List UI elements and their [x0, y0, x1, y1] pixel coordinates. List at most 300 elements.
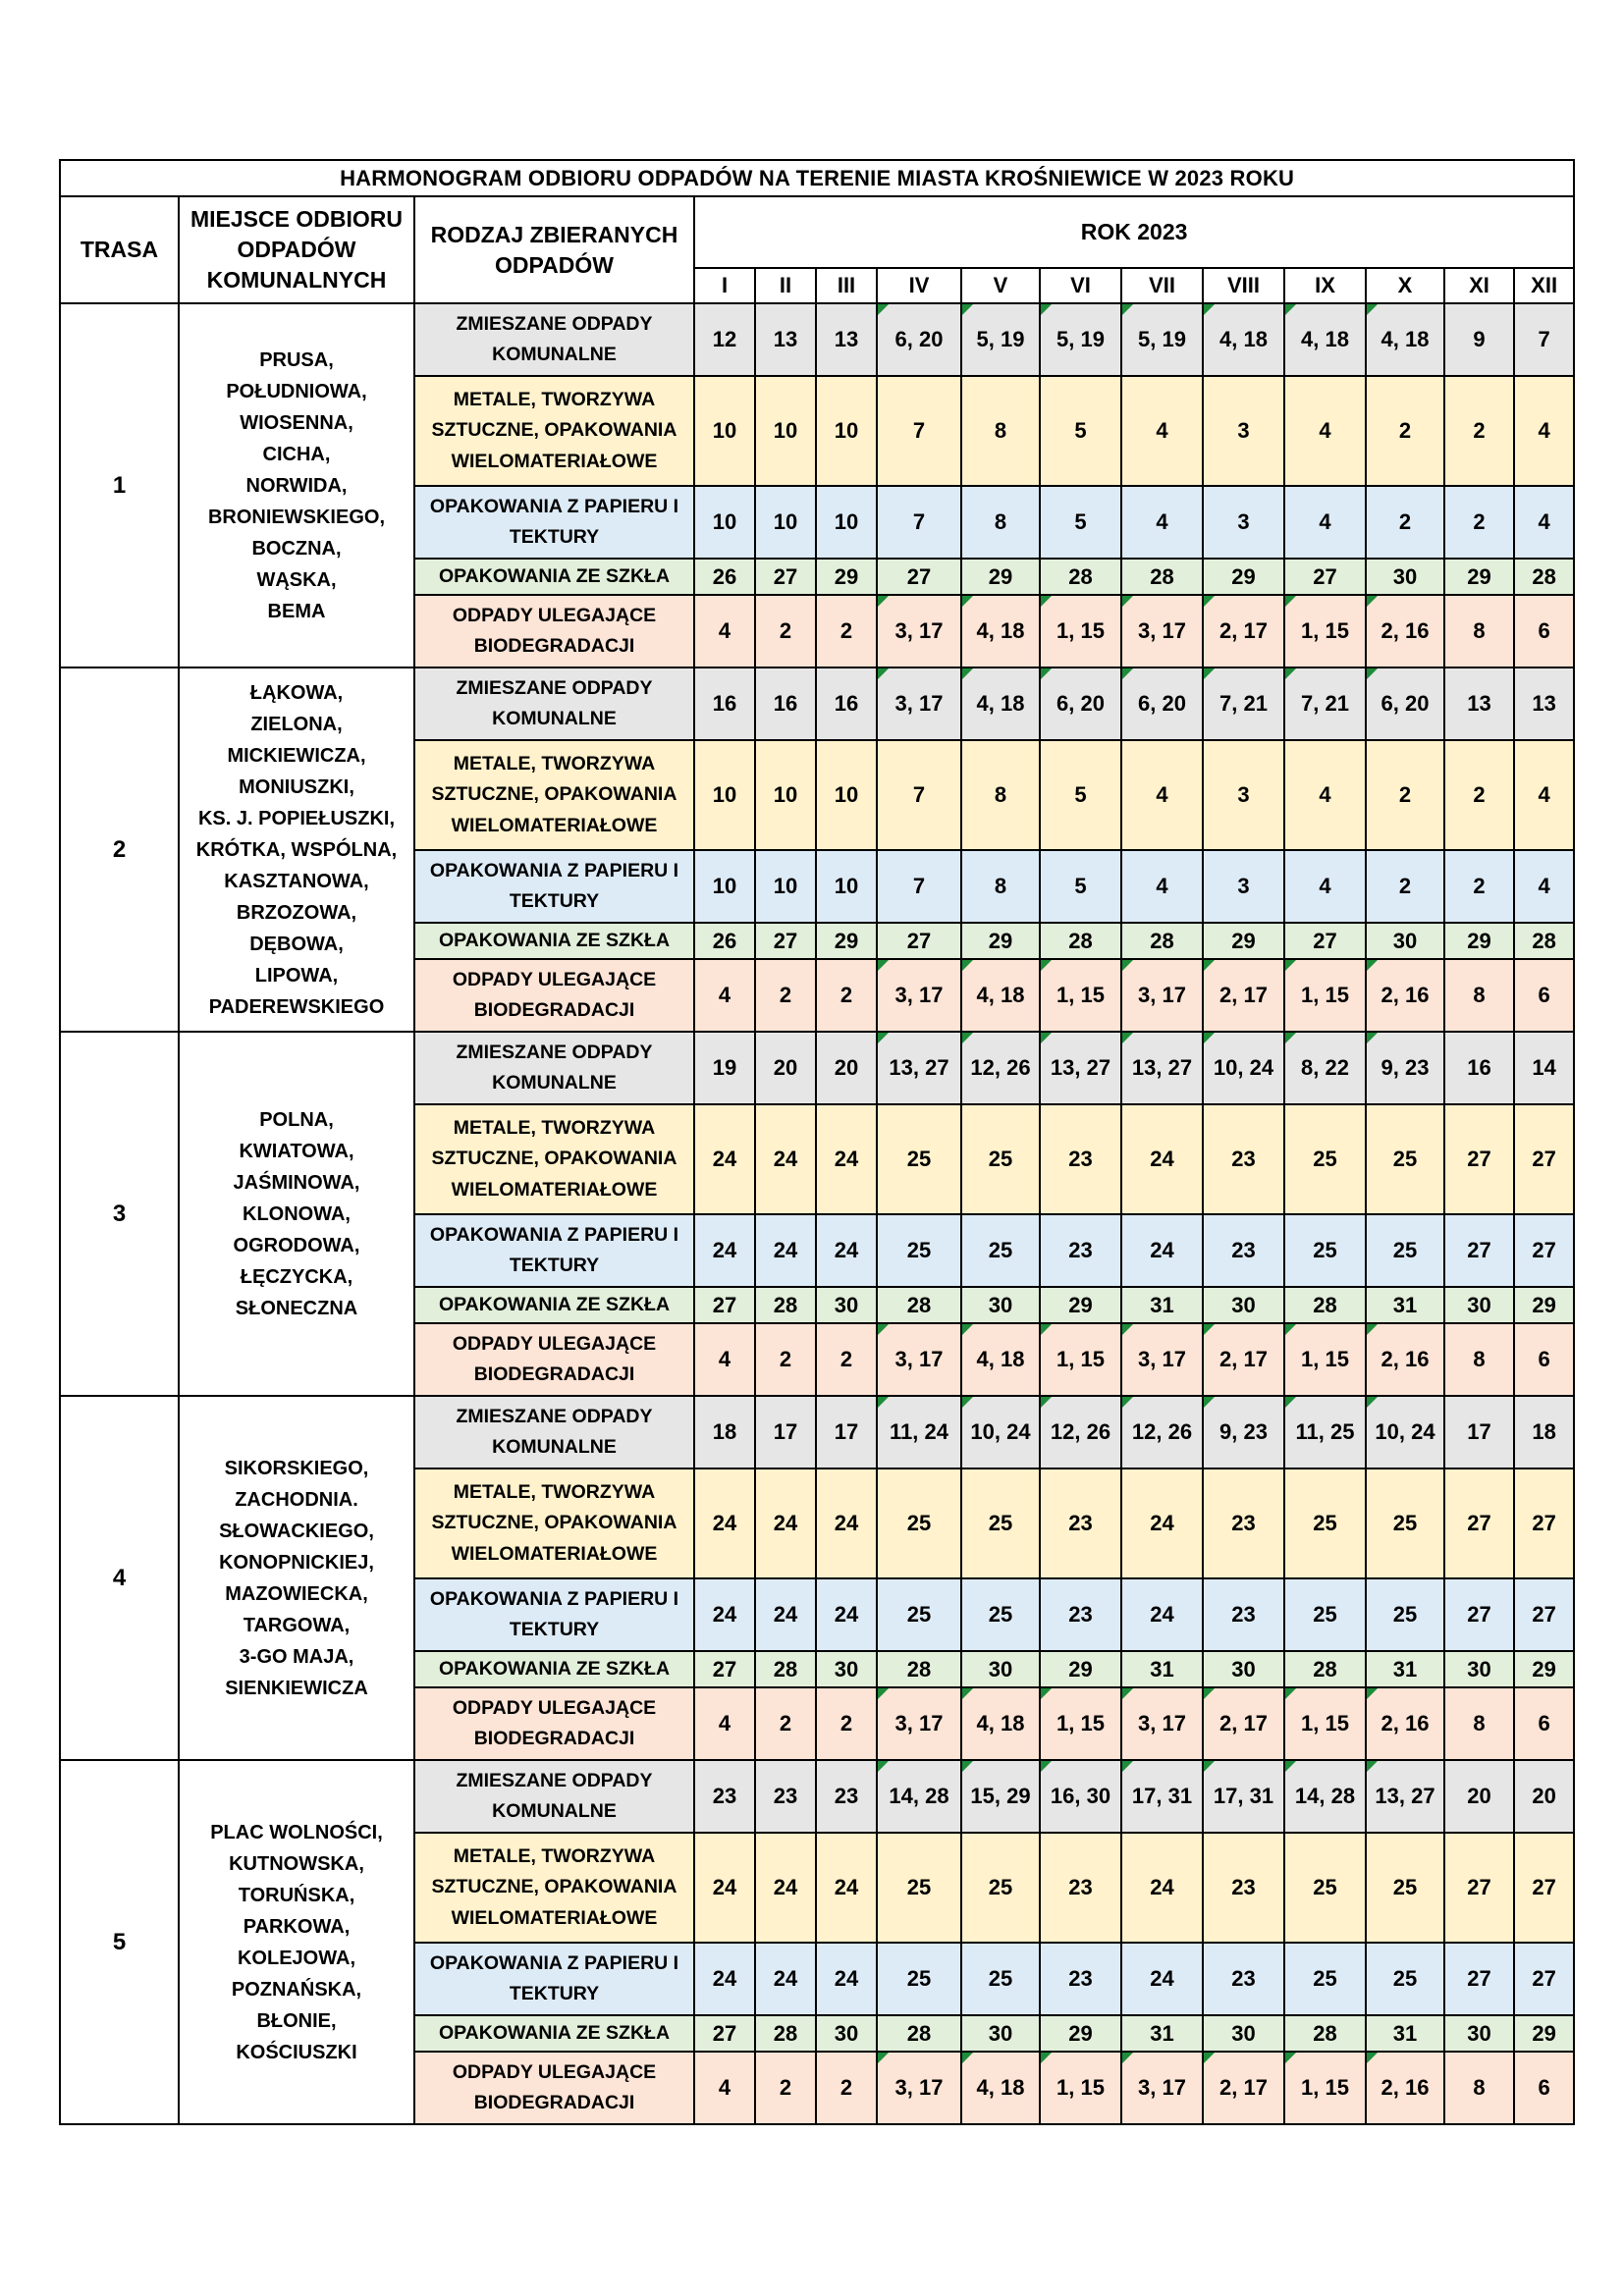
pickup-date-text: 2, 17 [1219, 2075, 1268, 2100]
pickup-date-text: 26 [712, 928, 737, 953]
route-number: 2 [60, 667, 179, 1032]
pickup-date [1203, 2052, 1284, 2124]
pickup-date-text: 6 [1538, 1347, 1550, 1371]
pickup-date [1366, 376, 1444, 486]
comment-marker [1204, 596, 1215, 607]
pickup-date [877, 376, 961, 486]
pickup-date [1284, 1468, 1366, 1578]
pickup-date [755, 959, 816, 1032]
pickup-date-text: 13, 27 [1375, 1784, 1435, 1808]
pickup-date-text: 23 [1068, 1147, 1093, 1171]
comment-marker [1122, 1761, 1133, 1772]
pickup-date [1121, 559, 1203, 595]
pickup-date [1444, 740, 1514, 850]
pickup-date [1366, 1833, 1444, 1943]
route-number: 5 [60, 1760, 179, 2124]
pickup-date-text: 29 [1467, 928, 1491, 953]
comment-marker [1041, 1397, 1052, 1408]
pickup-date-text: 30 [1467, 2020, 1491, 2046]
pickup-date-text: 30 [1392, 563, 1418, 589]
pickup-date [1514, 850, 1574, 923]
comment-marker [1122, 668, 1133, 679]
pickup-date-text: 3, 17 [894, 983, 944, 1007]
pickup-date-text: 31 [1150, 1656, 1174, 1682]
comment-marker [1122, 1688, 1133, 1699]
pickup-date [1284, 850, 1366, 923]
pickup-date-text: 28 [773, 1292, 798, 1317]
pickup-date-text: 10 [712, 418, 737, 443]
comment-marker [1041, 1033, 1052, 1043]
comment-marker [1204, 1397, 1215, 1408]
pickup-date [1203, 1287, 1284, 1323]
pickup-date [1203, 1687, 1284, 1760]
pickup-date-text: 3 [1237, 874, 1250, 898]
pickup-date-text: 6 [1538, 1711, 1550, 1735]
pickup-date [1514, 1468, 1574, 1578]
pickup-date [961, 1578, 1040, 1651]
pickup-date-text: 24 [712, 1238, 737, 1262]
pickup-date-text: 25 [988, 1602, 1013, 1627]
pickup-date-text: 4 [1319, 509, 1331, 534]
pickup-date-text: 7, 21 [1301, 691, 1349, 716]
pickup-date-text: 26 [712, 563, 737, 589]
pickup-date [1284, 2015, 1366, 2052]
pickup-date-text: 23 [1231, 1238, 1256, 1262]
pickup-date-text: 25 [906, 1238, 932, 1262]
pickup-date-text: 13 [1532, 691, 1556, 716]
pickup-date [816, 1468, 877, 1578]
pickup-date [1444, 1468, 1514, 1578]
pickup-date [1514, 959, 1574, 1032]
pickup-date [1514, 1578, 1574, 1651]
street-name: KWIATOWA, [239, 1140, 354, 1162]
pickup-date-text: 12, 26 [1050, 1419, 1111, 1444]
pickup-date-text: 18 [1532, 1419, 1556, 1444]
pickup-date [816, 1760, 877, 1833]
pickup-date-text: 6, 20 [1056, 691, 1105, 716]
pickup-date-text: 2, 17 [1219, 618, 1268, 643]
pickup-date-text: 2, 16 [1380, 1347, 1430, 1371]
pickup-date-text: 25 [1313, 1147, 1337, 1171]
pickup-date [816, 1833, 877, 1943]
pickup-date [1284, 303, 1366, 376]
month-header: VIII [1203, 268, 1284, 303]
pickup-date [1284, 959, 1366, 1032]
street-name: ZIELONA, [250, 713, 343, 735]
street-name: SŁOWACKIEGO, [219, 1520, 374, 1542]
pickup-date [816, 2052, 877, 2124]
street-name: KRÓTKA, WSPÓLNA, [195, 838, 398, 861]
pickup-date [1203, 959, 1284, 1032]
street-name: KOLEJOWA, [237, 1947, 355, 1969]
pickup-date [961, 959, 1040, 1032]
pickup-date [1040, 1578, 1121, 1651]
pickup-date [877, 559, 961, 595]
pickup-date [1040, 303, 1121, 376]
pickup-date-text: 3, 17 [894, 2075, 944, 2100]
pickup-date-text: 24 [1150, 1238, 1174, 1262]
pickup-date-text: 1, 15 [1301, 983, 1349, 1007]
pickup-date [755, 1287, 816, 1323]
comment-marker [1204, 1033, 1215, 1043]
pickup-date [1514, 303, 1574, 376]
pickup-date [1444, 2052, 1514, 2124]
street-name: NORWIDA, [245, 474, 348, 497]
pickup-date-text: 3, 17 [1138, 618, 1186, 643]
pickup-date [1121, 595, 1203, 667]
street-name: KONOPNICKIEJ, [219, 1551, 374, 1574]
comment-marker [1122, 1324, 1133, 1335]
pickup-date [1284, 2052, 1366, 2124]
pickup-date [755, 923, 816, 959]
pickup-date [1444, 1943, 1514, 2015]
pickup-date-text: 27 [906, 928, 932, 953]
pickup-date [1366, 2052, 1444, 2124]
pickup-date [694, 923, 755, 959]
comment-marker [878, 2053, 889, 2063]
pickup-date [1514, 740, 1574, 850]
pickup-date-text: 14, 28 [889, 1784, 949, 1808]
pickup-date [1514, 1032, 1574, 1104]
pickup-date [1284, 923, 1366, 959]
pickup-date [755, 1687, 816, 1760]
month-header: IV [877, 268, 961, 303]
pickup-date-text: 5 [1074, 874, 1087, 898]
pickup-date-text: 4, 18 [976, 1711, 1025, 1735]
pickup-date-text: 27 [712, 1656, 737, 1682]
pickup-date [1203, 1833, 1284, 1943]
pickup-date-text: 2 [1398, 874, 1412, 898]
pickup-date [1040, 1943, 1121, 2015]
pickup-date-text: 6, 20 [1138, 691, 1186, 716]
pickup-date [961, 1104, 1040, 1214]
pickup-date [755, 1396, 816, 1468]
pickup-date [1444, 1214, 1514, 1287]
schedule-table [59, 159, 1575, 2125]
schedule-row [60, 1760, 1574, 1833]
pickup-date-text: 1, 15 [1301, 1711, 1349, 1735]
pickup-date-text: 23 [1068, 1511, 1093, 1535]
street-name: PRUSA, [259, 348, 334, 371]
pickup-date [755, 595, 816, 667]
pickup-date-text: 27 [1532, 1875, 1556, 1899]
pickup-date [1284, 1760, 1366, 1833]
pickup-date-text: 20 [773, 1055, 798, 1080]
pickup-date [1040, 1468, 1121, 1578]
street-name: POŁUDNIOWA, [226, 380, 367, 402]
street-name: TORUŃSKA, [238, 1884, 355, 1906]
pickup-date [1203, 1760, 1284, 1833]
pickup-date-text: 11, 25 [1295, 1419, 1355, 1444]
month-header: I [694, 268, 755, 303]
pickup-date-text: 4 [1156, 509, 1168, 534]
pickup-date [816, 667, 877, 740]
comment-marker [962, 668, 973, 679]
pickup-date [1444, 1323, 1514, 1396]
pickup-date [694, 1032, 755, 1104]
month-header: VI [1040, 268, 1121, 303]
pickup-date-text: 27 [1313, 928, 1337, 953]
comment-marker [962, 1033, 973, 1043]
pickup-date-text: 23 [1068, 1238, 1093, 1262]
comment-marker [962, 1761, 973, 1772]
pickup-date-text: 23 [1231, 1966, 1256, 1991]
pickup-date-text: 28 [906, 1656, 932, 1682]
pickup-date-text: 4 [1156, 418, 1168, 443]
waste-type-label: OPAKOWANIA ZE SZKŁA [414, 2015, 694, 2052]
pickup-date-text: 17, 31 [1131, 1784, 1193, 1808]
comment-marker [1041, 1688, 1052, 1699]
comment-marker [1122, 960, 1133, 971]
pickup-date-text: 30 [1231, 1292, 1256, 1317]
pickup-date-text: 28 [1068, 563, 1093, 589]
pickup-date-text: 14 [1532, 1055, 1556, 1080]
pickup-date [1366, 559, 1444, 595]
pickup-date [1366, 923, 1444, 959]
comment-marker [1367, 1324, 1378, 1335]
comment-marker [962, 596, 973, 607]
pickup-date-text: 24 [773, 1602, 798, 1627]
pickup-date [877, 850, 961, 923]
pickup-date [1514, 1287, 1574, 1323]
pickup-date [961, 923, 1040, 959]
pickup-date [877, 1578, 961, 1651]
street-name: KOŚCIUSZKI [236, 2041, 357, 2063]
waste-type-label: OPAKOWANIA Z PAPIERU I TEKTURY [414, 1214, 694, 1287]
pickup-date [877, 2015, 961, 2052]
pickup-date-text: 27 [1532, 1966, 1556, 1991]
pickup-date-text: 24 [834, 1511, 859, 1535]
pickup-date [1514, 923, 1574, 959]
pickup-date-text: 2, 16 [1380, 2075, 1430, 2100]
pickup-date-text: 8 [1473, 2075, 1486, 2100]
pickup-date [961, 1687, 1040, 1760]
pickup-date-text: 2 [1473, 418, 1486, 443]
pickup-date [961, 2052, 1040, 2124]
pickup-date-text: 3, 17 [894, 1347, 944, 1371]
pickup-date [755, 740, 816, 850]
pickup-date-text: 13, 27 [1131, 1055, 1193, 1080]
pickup-date [1444, 303, 1514, 376]
pickup-date-text: 13, 27 [889, 1055, 949, 1080]
street-name: POZNAŃSKA, [231, 1978, 362, 2001]
pickup-date-text: 4, 18 [976, 618, 1025, 643]
pickup-date [961, 595, 1040, 667]
pickup-date-text: 13 [773, 327, 798, 351]
pickup-date-text: 28 [1313, 2020, 1337, 2046]
waste-type-label: ZMIESZANE ODPADY KOMUNALNE [414, 303, 694, 376]
pickup-date-text: 9 [1473, 327, 1486, 351]
pickup-date [816, 376, 877, 486]
street-name: MICKIEWICZA, [227, 744, 366, 767]
pickup-date-text: 25 [988, 1238, 1013, 1262]
route-number: 4 [60, 1396, 179, 1760]
pickup-date [1121, 1651, 1203, 1687]
pickup-date-text: 4 [1538, 782, 1550, 807]
comment-marker [1041, 1761, 1052, 1772]
pickup-date-text: 17 [834, 1419, 859, 1444]
waste-type-label: METALE, TWORZYWA SZTUCZNE, OPAKOWANIA WIELOMATERIAŁOWE [414, 1468, 694, 1578]
pickup-date-text: 4, 18 [1380, 327, 1430, 351]
pickup-date-text: 27 [1467, 1238, 1491, 1262]
pickup-date-text: 24 [1150, 1602, 1174, 1627]
pickup-date [816, 595, 877, 667]
pickup-date [1121, 1323, 1203, 1396]
comment-marker [1204, 2053, 1215, 2063]
pickup-date [877, 1104, 961, 1214]
pickup-date-text: 10 [712, 782, 737, 807]
header-rok: ROK 2023 [694, 196, 1574, 268]
pickup-date [1366, 1323, 1444, 1396]
pickup-date-text: 8 [994, 509, 1007, 534]
pickup-date [1203, 595, 1284, 667]
pickup-date-text: 10 [712, 874, 737, 898]
pickup-date [1203, 376, 1284, 486]
pickup-date [755, 1032, 816, 1104]
comment-marker [1204, 1688, 1215, 1699]
pickup-date [1040, 559, 1121, 595]
pickup-date [961, 486, 1040, 559]
pickup-date [1040, 376, 1121, 486]
pickup-date [1284, 1833, 1366, 1943]
pickup-date [1284, 1287, 1366, 1323]
pickup-date [1514, 2015, 1574, 2052]
pickup-date-text: 8 [994, 418, 1007, 443]
pickup-date [1203, 850, 1284, 923]
pickup-date [1284, 486, 1366, 559]
pickup-date [877, 667, 961, 740]
pickup-date-text: 1, 15 [1056, 983, 1105, 1007]
pickup-date-text: 2 [779, 983, 792, 1007]
pickup-date [1444, 1287, 1514, 1323]
pickup-date-text: 16 [834, 691, 859, 716]
comment-marker [1041, 2053, 1052, 2063]
street-name: KS. J. POPIEŁUSZKI, [197, 807, 396, 829]
pickup-date-text: 7 [1538, 327, 1550, 351]
pickup-date-text: 6 [1538, 618, 1550, 643]
pickup-date-text: 1, 15 [1056, 1711, 1105, 1735]
pickup-date [1121, 740, 1203, 850]
pickup-date [755, 1760, 816, 1833]
street-name: TARGOWA, [243, 1614, 351, 1636]
pickup-date-text: 2 [839, 1347, 853, 1371]
pickup-date-text: 25 [1392, 1511, 1418, 1535]
street-name: ZACHODNIA. [235, 1488, 358, 1511]
pickup-date-text: 30 [834, 1292, 859, 1317]
pickup-date [1444, 923, 1514, 959]
pickup-date [1203, 1396, 1284, 1468]
pickup-date-text: 8 [1473, 983, 1486, 1007]
pickup-date-text: 6 [1538, 983, 1550, 1007]
pickup-date-text: 2, 17 [1219, 1347, 1268, 1371]
pickup-date-text: 2, 17 [1219, 1711, 1268, 1735]
pickup-date [755, 1323, 816, 1396]
pickup-date-text: 4 [718, 1711, 731, 1735]
route-streets [179, 303, 414, 667]
pickup-date-text: 28 [1532, 928, 1556, 953]
pickup-date-text: 23 [1068, 1602, 1093, 1627]
pickup-date-text: 7 [912, 509, 926, 534]
pickup-date [877, 1323, 961, 1396]
pickup-date-text: 9, 23 [1380, 1055, 1430, 1080]
pickup-date-text: 3 [1237, 418, 1250, 443]
pickup-date-text: 23 [1231, 1147, 1256, 1171]
pickup-date-text: 6 [1538, 2075, 1550, 2100]
comment-marker [1204, 668, 1215, 679]
waste-type-label: OPAKOWANIA ZE SZKŁA [414, 1651, 694, 1687]
pickup-date-text: 27 [1532, 1147, 1556, 1171]
pickup-date [1040, 595, 1121, 667]
waste-type-label: ZMIESZANE ODPADY KOMUNALNE [414, 1032, 694, 1104]
pickup-date [694, 740, 755, 850]
pickup-date-text: 24 [834, 1602, 859, 1627]
pickup-date-text: 25 [1313, 1602, 1337, 1627]
pickup-date-text: 31 [1150, 2020, 1174, 2046]
pickup-date-text: 25 [1392, 1966, 1418, 1991]
comment-marker [1367, 2053, 1378, 2063]
street-name: BEMA [267, 600, 326, 622]
pickup-date-text: 10, 24 [970, 1419, 1031, 1444]
comment-marker [1367, 1033, 1378, 1043]
month-header: V [961, 268, 1040, 303]
pickup-date-text: 27 [1467, 1602, 1491, 1627]
pickup-date [1514, 376, 1574, 486]
pickup-date-text: 23 [834, 1784, 859, 1808]
pickup-date [816, 1943, 877, 2015]
pickup-date [1121, 1943, 1203, 2015]
waste-type-label: METALE, TWORZYWA SZTUCZNE, OPAKOWANIA WIELOMATERIAŁOWE [414, 1104, 694, 1214]
street-name: 3-GO MAJA, [239, 1645, 354, 1668]
pickup-date [816, 1396, 877, 1468]
street-name: WĄSKA, [256, 568, 337, 591]
pickup-date [694, 1468, 755, 1578]
pickup-date-text: 4 [718, 983, 731, 1007]
street-name: CICHA, [262, 443, 331, 465]
pickup-date [816, 1214, 877, 1287]
waste-type-label: ODPADY ULEGAJĄCE BIODEGRADACJI [414, 1687, 694, 1760]
comment-marker [1285, 304, 1296, 315]
pickup-date-text: 24 [834, 1147, 859, 1171]
pickup-date-text: 24 [712, 1966, 737, 1991]
pickup-date [694, 959, 755, 1032]
pickup-date [1444, 376, 1514, 486]
pickup-date [1514, 1687, 1574, 1760]
comment-marker [1367, 960, 1378, 971]
pickup-date [1444, 667, 1514, 740]
pickup-date-text: 25 [988, 1147, 1013, 1171]
waste-type-label: METALE, TWORZYWA SZTUCZNE, OPAKOWANIA WIELOMATERIAŁOWE [414, 1833, 694, 1943]
street-name: MAZOWIECKA, [225, 1582, 368, 1605]
pickup-date [1121, 1833, 1203, 1943]
pickup-date [1444, 1104, 1514, 1214]
pickup-date-text: 13 [1467, 691, 1491, 716]
comment-marker [878, 596, 889, 607]
pickup-date [694, 303, 755, 376]
pickup-date-text: 1, 15 [1301, 1347, 1349, 1371]
month-header: XI [1444, 268, 1514, 303]
pickup-date [755, 667, 816, 740]
pickup-date-text: 5, 19 [976, 327, 1025, 351]
pickup-date [961, 1651, 1040, 1687]
pickup-date-text: 10 [834, 874, 859, 898]
pickup-date-text: 30 [834, 1656, 859, 1682]
pickup-date-text: 4 [1319, 418, 1331, 443]
pickup-date [755, 1943, 816, 2015]
pickup-date [1444, 1760, 1514, 1833]
comment-marker [1122, 1397, 1133, 1408]
pickup-date [1284, 1323, 1366, 1396]
pickup-date-text: 2 [1473, 874, 1486, 898]
